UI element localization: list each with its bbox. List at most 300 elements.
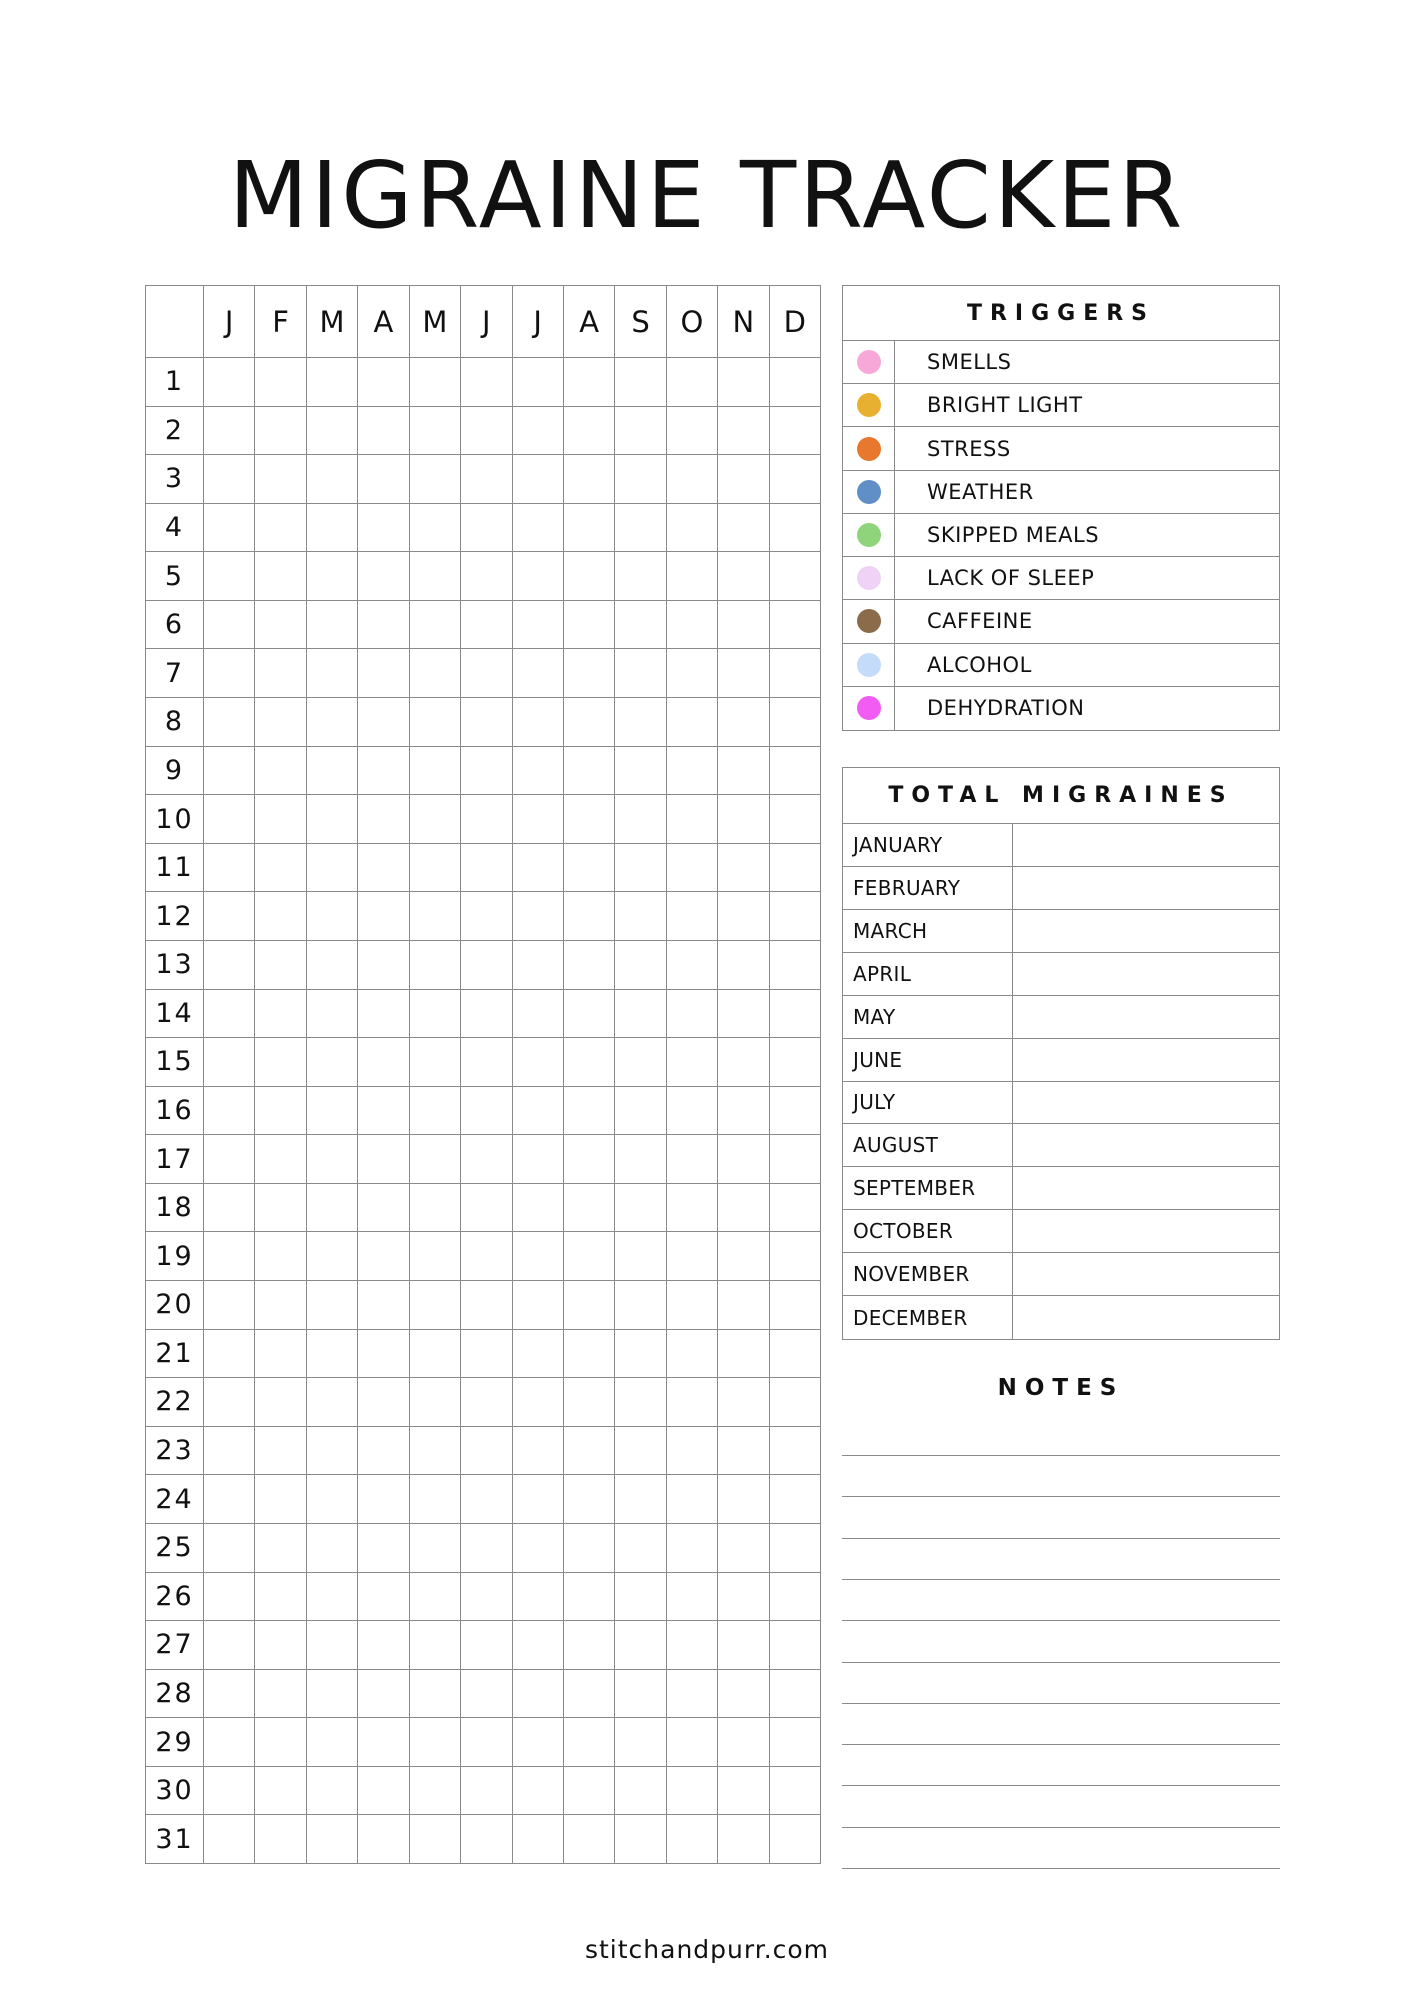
tracker-cell[interactable] — [307, 1038, 358, 1087]
tracker-cell[interactable] — [410, 1621, 461, 1670]
tracker-cell[interactable] — [615, 455, 666, 504]
total-month-value-cell[interactable] — [1013, 1253, 1279, 1295]
tracker-cell[interactable] — [255, 892, 306, 941]
tracker-cell[interactable] — [564, 1767, 615, 1816]
tracker-cell[interactable] — [204, 1135, 255, 1184]
total-month-value-cell[interactable] — [1013, 1167, 1279, 1209]
tracker-cell[interactable] — [667, 1427, 718, 1476]
tracker-cell[interactable] — [718, 1281, 769, 1330]
tracker-cell[interactable] — [255, 747, 306, 796]
tracker-cell[interactable] — [410, 747, 461, 796]
tracker-cell[interactable] — [513, 892, 564, 941]
tracker-cell[interactable] — [461, 1135, 512, 1184]
tracker-cell[interactable] — [410, 552, 461, 601]
tracker-cell[interactable] — [615, 1232, 666, 1281]
tracker-cell[interactable] — [255, 990, 306, 1039]
tracker-cell[interactable] — [564, 504, 615, 553]
tracker-cell[interactable] — [358, 1767, 409, 1816]
tracker-cell[interactable] — [718, 990, 769, 1039]
tracker-cell[interactable] — [718, 1718, 769, 1767]
tracker-cell[interactable] — [615, 1330, 666, 1379]
tracker-cell[interactable] — [513, 1232, 564, 1281]
tracker-cell[interactable] — [615, 601, 666, 650]
tracker-cell[interactable] — [204, 1427, 255, 1476]
tracker-cell[interactable] — [307, 892, 358, 941]
tracker-cell[interactable] — [410, 698, 461, 747]
tracker-cell[interactable] — [358, 649, 409, 698]
tracker-cell[interactable] — [667, 1718, 718, 1767]
tracker-cell[interactable] — [615, 1281, 666, 1330]
tracker-cell[interactable] — [513, 552, 564, 601]
tracker-cell[interactable] — [513, 1670, 564, 1719]
tracker-cell[interactable] — [255, 601, 306, 650]
tracker-cell[interactable] — [564, 698, 615, 747]
tracker-cell[interactable] — [410, 1573, 461, 1622]
tracker-cell[interactable] — [564, 1621, 615, 1670]
tracker-cell[interactable] — [358, 407, 409, 456]
tracker-cell[interactable] — [513, 698, 564, 747]
tracker-cell[interactable] — [461, 455, 512, 504]
tracker-cell[interactable] — [564, 1038, 615, 1087]
tracker-cell[interactable] — [410, 795, 461, 844]
tracker-cell[interactable] — [204, 844, 255, 893]
tracker-cell[interactable] — [307, 1087, 358, 1136]
tracker-cell[interactable] — [667, 941, 718, 990]
tracker-cell[interactable] — [513, 1815, 564, 1864]
tracker-cell[interactable] — [513, 1038, 564, 1087]
tracker-cell[interactable] — [564, 1815, 615, 1864]
tracker-cell[interactable] — [564, 1475, 615, 1524]
tracker-cell[interactable] — [204, 455, 255, 504]
tracker-cell[interactable] — [513, 1524, 564, 1573]
tracker-cell[interactable] — [255, 1378, 306, 1427]
tracker-cell[interactable] — [564, 1524, 615, 1573]
tracker-cell[interactable] — [667, 1670, 718, 1719]
total-month-value-cell[interactable] — [1013, 1039, 1279, 1081]
tracker-cell[interactable] — [615, 504, 666, 553]
tracker-cell[interactable] — [615, 990, 666, 1039]
tracker-cell[interactable] — [770, 1427, 821, 1476]
tracker-cell[interactable] — [564, 649, 615, 698]
tracker-cell[interactable] — [667, 1621, 718, 1670]
tracker-cell[interactable] — [358, 1087, 409, 1136]
tracker-cell[interactable] — [770, 1038, 821, 1087]
tracker-cell[interactable] — [564, 1087, 615, 1136]
tracker-cell[interactable] — [615, 358, 666, 407]
tracker-cell[interactable] — [307, 1184, 358, 1233]
tracker-cell[interactable] — [255, 1767, 306, 1816]
tracker-cell[interactable] — [410, 455, 461, 504]
tracker-cell[interactable] — [564, 990, 615, 1039]
total-month-value-cell[interactable] — [1013, 1210, 1279, 1252]
tracker-cell[interactable] — [358, 1135, 409, 1184]
tracker-cell[interactable] — [513, 1718, 564, 1767]
tracker-cell[interactable] — [461, 1281, 512, 1330]
tracker-cell[interactable] — [307, 844, 358, 893]
tracker-cell[interactable] — [770, 698, 821, 747]
tracker-cell[interactable] — [513, 1087, 564, 1136]
tracker-cell[interactable] — [667, 1378, 718, 1427]
tracker-cell[interactable] — [615, 1135, 666, 1184]
tracker-cell[interactable] — [461, 1378, 512, 1427]
tracker-cell[interactable] — [667, 698, 718, 747]
tracker-cell[interactable] — [461, 1038, 512, 1087]
tracker-cell[interactable] — [718, 1524, 769, 1573]
tracker-cell[interactable] — [513, 941, 564, 990]
tracker-cell[interactable] — [307, 747, 358, 796]
tracker-cell[interactable] — [667, 504, 718, 553]
tracker-cell[interactable] — [718, 1184, 769, 1233]
tracker-cell[interactable] — [358, 747, 409, 796]
tracker-cell[interactable] — [770, 747, 821, 796]
tracker-cell[interactable] — [513, 1621, 564, 1670]
tracker-cell[interactable] — [770, 407, 821, 456]
tracker-cell[interactable] — [204, 1330, 255, 1379]
tracker-cell[interactable] — [358, 1670, 409, 1719]
tracker-cell[interactable] — [564, 1281, 615, 1330]
tracker-cell[interactable] — [718, 358, 769, 407]
tracker-cell[interactable] — [770, 941, 821, 990]
tracker-cell[interactable] — [307, 941, 358, 990]
tracker-cell[interactable] — [204, 698, 255, 747]
tracker-cell[interactable] — [410, 1232, 461, 1281]
tracker-cell[interactable] — [204, 1767, 255, 1816]
tracker-cell[interactable] — [410, 1038, 461, 1087]
tracker-cell[interactable] — [667, 358, 718, 407]
tracker-cell[interactable] — [358, 990, 409, 1039]
tracker-cell[interactable] — [255, 1621, 306, 1670]
tracker-cell[interactable] — [461, 1184, 512, 1233]
tracker-cell[interactable] — [770, 1670, 821, 1719]
tracker-cell[interactable] — [718, 649, 769, 698]
tracker-cell[interactable] — [307, 1232, 358, 1281]
total-month-value-cell[interactable] — [1013, 1082, 1279, 1124]
tracker-cell[interactable] — [615, 649, 666, 698]
tracker-cell[interactable] — [667, 1281, 718, 1330]
tracker-cell[interactable] — [718, 1475, 769, 1524]
tracker-cell[interactable] — [770, 601, 821, 650]
tracker-cell[interactable] — [255, 941, 306, 990]
tracker-cell[interactable] — [358, 1330, 409, 1379]
note-line[interactable] — [842, 1496, 1280, 1497]
tracker-cell[interactable] — [770, 504, 821, 553]
tracker-cell[interactable] — [410, 407, 461, 456]
tracker-cell[interactable] — [204, 1718, 255, 1767]
tracker-cell[interactable] — [307, 504, 358, 553]
tracker-cell[interactable] — [564, 358, 615, 407]
tracker-cell[interactable] — [255, 1718, 306, 1767]
tracker-cell[interactable] — [615, 1573, 666, 1622]
tracker-cell[interactable] — [564, 1232, 615, 1281]
tracker-cell[interactable] — [564, 1573, 615, 1622]
tracker-cell[interactable] — [204, 1281, 255, 1330]
tracker-cell[interactable] — [255, 504, 306, 553]
tracker-cell[interactable] — [513, 1573, 564, 1622]
tracker-cell[interactable] — [667, 1573, 718, 1622]
tracker-cell[interactable] — [615, 892, 666, 941]
tracker-cell[interactable] — [255, 1184, 306, 1233]
tracker-cell[interactable] — [204, 1087, 255, 1136]
total-month-value-cell[interactable] — [1013, 953, 1279, 995]
tracker-cell[interactable] — [255, 649, 306, 698]
tracker-cell[interactable] — [770, 844, 821, 893]
tracker-cell[interactable] — [255, 795, 306, 844]
tracker-cell[interactable] — [718, 1767, 769, 1816]
tracker-cell[interactable] — [358, 941, 409, 990]
tracker-cell[interactable] — [307, 407, 358, 456]
tracker-cell[interactable] — [461, 358, 512, 407]
tracker-cell[interactable] — [307, 990, 358, 1039]
tracker-cell[interactable] — [204, 795, 255, 844]
tracker-cell[interactable] — [307, 1718, 358, 1767]
tracker-cell[interactable] — [513, 601, 564, 650]
tracker-cell[interactable] — [358, 1815, 409, 1864]
tracker-cell[interactable] — [564, 747, 615, 796]
tracker-cell[interactable] — [461, 990, 512, 1039]
tracker-cell[interactable] — [410, 844, 461, 893]
tracker-cell[interactable] — [513, 1767, 564, 1816]
tracker-cell[interactable] — [667, 795, 718, 844]
tracker-cell[interactable] — [410, 601, 461, 650]
tracker-cell[interactable] — [204, 892, 255, 941]
tracker-cell[interactable] — [255, 1475, 306, 1524]
tracker-cell[interactable] — [461, 601, 512, 650]
tracker-cell[interactable] — [770, 892, 821, 941]
tracker-cell[interactable] — [770, 1767, 821, 1816]
tracker-cell[interactable] — [615, 1184, 666, 1233]
note-line[interactable] — [842, 1868, 1280, 1869]
tracker-cell[interactable] — [615, 747, 666, 796]
tracker-cell[interactable] — [410, 1718, 461, 1767]
tracker-cell[interactable] — [358, 601, 409, 650]
tracker-cell[interactable] — [358, 1573, 409, 1622]
tracker-cell[interactable] — [461, 1087, 512, 1136]
tracker-cell[interactable] — [615, 407, 666, 456]
tracker-cell[interactable] — [770, 1621, 821, 1670]
tracker-cell[interactable] — [770, 1378, 821, 1427]
tracker-cell[interactable] — [461, 1815, 512, 1864]
tracker-cell[interactable] — [564, 1427, 615, 1476]
tracker-cell[interactable] — [513, 455, 564, 504]
tracker-cell[interactable] — [358, 1427, 409, 1476]
tracker-cell[interactable] — [770, 649, 821, 698]
tracker-cell[interactable] — [358, 795, 409, 844]
tracker-cell[interactable] — [615, 552, 666, 601]
tracker-cell[interactable] — [204, 407, 255, 456]
tracker-cell[interactable] — [615, 1038, 666, 1087]
tracker-cell[interactable] — [615, 1718, 666, 1767]
tracker-cell[interactable] — [255, 1670, 306, 1719]
tracker-cell[interactable] — [513, 747, 564, 796]
tracker-cell[interactable] — [564, 1718, 615, 1767]
tracker-cell[interactable] — [770, 795, 821, 844]
tracker-cell[interactable] — [204, 601, 255, 650]
total-month-value-cell[interactable] — [1013, 910, 1279, 952]
tracker-cell[interactable] — [718, 1135, 769, 1184]
tracker-cell[interactable] — [667, 990, 718, 1039]
tracker-cell[interactable] — [615, 698, 666, 747]
tracker-cell[interactable] — [204, 1573, 255, 1622]
tracker-cell[interactable] — [615, 1475, 666, 1524]
tracker-cell[interactable] — [255, 1038, 306, 1087]
tracker-cell[interactable] — [513, 795, 564, 844]
tracker-cell[interactable] — [461, 504, 512, 553]
tracker-cell[interactable] — [718, 504, 769, 553]
tracker-cell[interactable] — [615, 1670, 666, 1719]
tracker-cell[interactable] — [461, 649, 512, 698]
tracker-cell[interactable] — [513, 1378, 564, 1427]
tracker-cell[interactable] — [461, 892, 512, 941]
tracker-cell[interactable] — [410, 1670, 461, 1719]
tracker-cell[interactable] — [718, 1427, 769, 1476]
tracker-cell[interactable] — [358, 698, 409, 747]
tracker-cell[interactable] — [667, 1135, 718, 1184]
tracker-cell[interactable] — [513, 407, 564, 456]
tracker-cell[interactable] — [358, 1232, 409, 1281]
tracker-cell[interactable] — [358, 1281, 409, 1330]
tracker-cell[interactable] — [461, 795, 512, 844]
tracker-cell[interactable] — [410, 1184, 461, 1233]
tracker-cell[interactable] — [461, 1475, 512, 1524]
tracker-cell[interactable] — [718, 1087, 769, 1136]
tracker-cell[interactable] — [667, 455, 718, 504]
tracker-cell[interactable] — [770, 1281, 821, 1330]
tracker-cell[interactable] — [667, 1038, 718, 1087]
tracker-cell[interactable] — [461, 1670, 512, 1719]
tracker-cell[interactable] — [204, 941, 255, 990]
tracker-cell[interactable] — [255, 1524, 306, 1573]
tracker-cell[interactable] — [255, 1427, 306, 1476]
tracker-cell[interactable] — [410, 990, 461, 1039]
tracker-cell[interactable] — [615, 1524, 666, 1573]
tracker-cell[interactable] — [307, 1427, 358, 1476]
tracker-cell[interactable] — [204, 358, 255, 407]
tracker-cell[interactable] — [770, 1718, 821, 1767]
tracker-cell[interactable] — [667, 649, 718, 698]
tracker-cell[interactable] — [204, 1038, 255, 1087]
note-line[interactable] — [842, 1579, 1280, 1580]
tracker-cell[interactable] — [513, 990, 564, 1039]
tracker-cell[interactable] — [358, 892, 409, 941]
tracker-cell[interactable] — [358, 1621, 409, 1670]
tracker-cell[interactable] — [564, 455, 615, 504]
tracker-cell[interactable] — [255, 1232, 306, 1281]
tracker-cell[interactable] — [461, 1621, 512, 1670]
tracker-cell[interactable] — [204, 552, 255, 601]
tracker-cell[interactable] — [358, 1038, 409, 1087]
tracker-cell[interactable] — [307, 455, 358, 504]
tracker-cell[interactable] — [307, 1670, 358, 1719]
tracker-cell[interactable] — [718, 1815, 769, 1864]
tracker-cell[interactable] — [204, 747, 255, 796]
tracker-cell[interactable] — [307, 795, 358, 844]
tracker-cell[interactable] — [564, 601, 615, 650]
tracker-cell[interactable] — [718, 1670, 769, 1719]
tracker-cell[interactable] — [667, 1815, 718, 1864]
tracker-cell[interactable] — [410, 1524, 461, 1573]
tracker-cell[interactable] — [770, 1330, 821, 1379]
note-line[interactable] — [842, 1662, 1280, 1663]
tracker-cell[interactable] — [615, 1815, 666, 1864]
tracker-cell[interactable] — [255, 698, 306, 747]
tracker-cell[interactable] — [615, 1427, 666, 1476]
tracker-cell[interactable] — [307, 1330, 358, 1379]
tracker-cell[interactable] — [410, 1767, 461, 1816]
tracker-cell[interactable] — [564, 795, 615, 844]
tracker-cell[interactable] — [615, 844, 666, 893]
tracker-cell[interactable] — [770, 552, 821, 601]
tracker-cell[interactable] — [667, 892, 718, 941]
tracker-cell[interactable] — [718, 892, 769, 941]
tracker-cell[interactable] — [770, 1524, 821, 1573]
tracker-cell[interactable] — [410, 892, 461, 941]
tracker-cell[interactable] — [770, 1135, 821, 1184]
tracker-cell[interactable] — [307, 1475, 358, 1524]
tracker-cell[interactable] — [718, 941, 769, 990]
tracker-cell[interactable] — [255, 1573, 306, 1622]
tracker-cell[interactable] — [307, 1573, 358, 1622]
tracker-cell[interactable] — [358, 552, 409, 601]
tracker-cell[interactable] — [204, 1524, 255, 1573]
note-line[interactable] — [842, 1827, 1280, 1828]
tracker-cell[interactable] — [461, 1330, 512, 1379]
tracker-cell[interactable] — [667, 1184, 718, 1233]
tracker-cell[interactable] — [513, 844, 564, 893]
tracker-cell[interactable] — [410, 504, 461, 553]
tracker-cell[interactable] — [204, 1378, 255, 1427]
tracker-cell[interactable] — [358, 1184, 409, 1233]
tracker-cell[interactable] — [667, 1330, 718, 1379]
tracker-cell[interactable] — [204, 1621, 255, 1670]
tracker-cell[interactable] — [307, 649, 358, 698]
tracker-cell[interactable] — [564, 1330, 615, 1379]
tracker-cell[interactable] — [410, 1815, 461, 1864]
tracker-cell[interactable] — [461, 844, 512, 893]
tracker-cell[interactable] — [564, 892, 615, 941]
tracker-cell[interactable] — [307, 1815, 358, 1864]
tracker-cell[interactable] — [513, 1135, 564, 1184]
tracker-cell[interactable] — [667, 1087, 718, 1136]
tracker-cell[interactable] — [461, 698, 512, 747]
tracker-cell[interactable] — [358, 504, 409, 553]
tracker-cell[interactable] — [718, 1378, 769, 1427]
note-line[interactable] — [842, 1785, 1280, 1786]
tracker-cell[interactable] — [358, 1524, 409, 1573]
tracker-cell[interactable] — [307, 601, 358, 650]
tracker-cell[interactable] — [358, 358, 409, 407]
tracker-cell[interactable] — [255, 455, 306, 504]
note-line[interactable] — [842, 1455, 1280, 1456]
tracker-cell[interactable] — [667, 1475, 718, 1524]
tracker-cell[interactable] — [410, 1281, 461, 1330]
tracker-cell[interactable] — [718, 1573, 769, 1622]
tracker-cell[interactable] — [204, 1184, 255, 1233]
tracker-cell[interactable] — [307, 552, 358, 601]
tracker-cell[interactable] — [204, 1670, 255, 1719]
tracker-cell[interactable] — [461, 1573, 512, 1622]
tracker-cell[interactable] — [564, 1670, 615, 1719]
tracker-cell[interactable] — [513, 1475, 564, 1524]
tracker-cell[interactable] — [667, 601, 718, 650]
tracker-cell[interactable] — [461, 407, 512, 456]
tracker-cell[interactable] — [770, 990, 821, 1039]
tracker-cell[interactable] — [770, 455, 821, 504]
tracker-cell[interactable] — [358, 844, 409, 893]
tracker-cell[interactable] — [307, 1621, 358, 1670]
tracker-cell[interactable] — [718, 1621, 769, 1670]
note-line[interactable] — [842, 1703, 1280, 1704]
total-month-value-cell[interactable] — [1013, 1296, 1279, 1339]
